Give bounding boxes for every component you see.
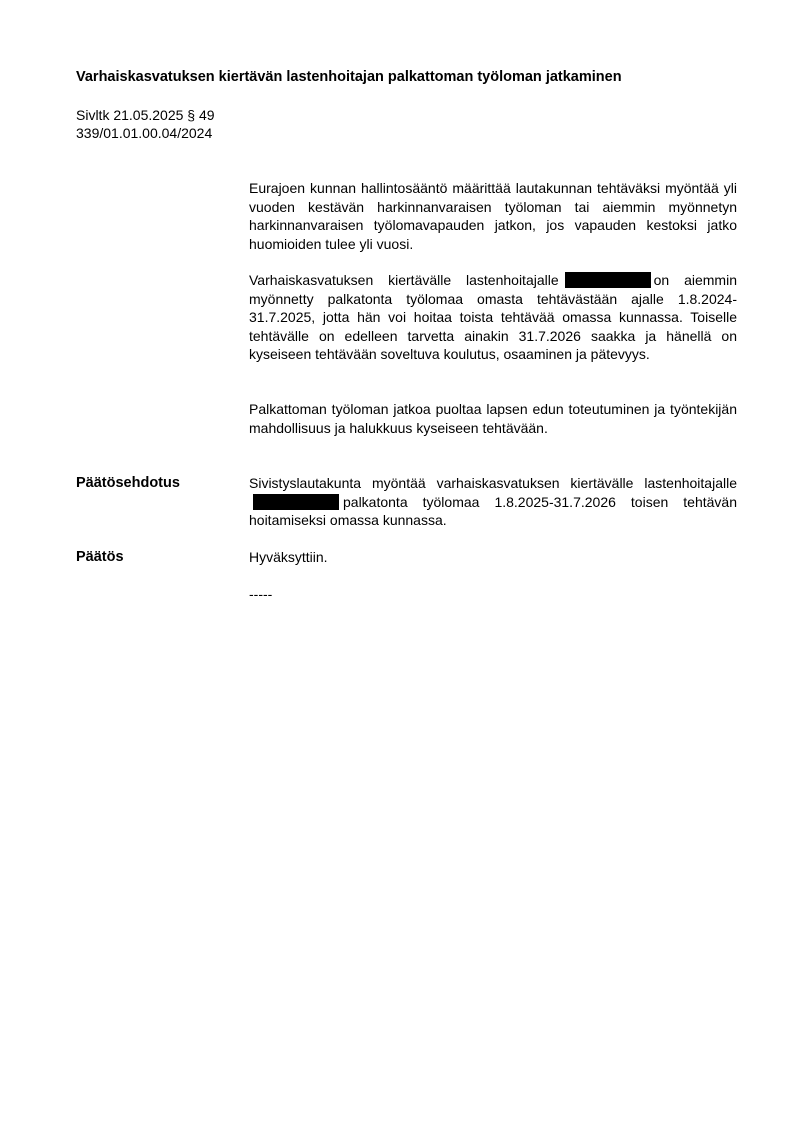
- proposal-text-start: Sivistyslautakunta myöntää varhaiskasvatuksen kiertävälle lastenhoitajalle: [249, 475, 737, 491]
- paragraph-2-start: Varhaiskasvatuksen kiertävälle lastenhoitajalle: [249, 272, 559, 288]
- preparation-paragraph-3: Palkattoman työloman jatkoa puoltaa lapsen edun toteutuminen ja työntekijän mahdollisuus ja halukkuus kyseiseen tehtävään.: [249, 401, 737, 436]
- meeting-reference: Sivltk 21.05.2025 § 49: [76, 107, 215, 123]
- redacted-name-block: [253, 494, 339, 510]
- decision-text: Hyväksyttiin.: [249, 549, 328, 565]
- preparation-paragraph-1: Eurajoen kunnan hallintosääntö määrittää lautakunnan tehtäväksi myöntää yli vuoden kestävän harkinnanvaraisen työloman tai aiemmin myönnetyn harkinnanvaraisen työlomavapauden jatkon, jos vapauden kestoksi jatko huomioiden tulee yli vuosi.: [249, 180, 737, 252]
- proposal-label: Päätösehdotus: [76, 475, 180, 491]
- redacted-name-block: [565, 272, 651, 288]
- proposal-text: [249, 474, 737, 530]
- decision-label: Päätös: [76, 549, 124, 565]
- document-title: Varhaiskasvatuksen kiertävän lastenhoitajan palkattoman työloman jatkaminen: [76, 69, 622, 85]
- section-separator: -----: [249, 586, 273, 602]
- preparation-paragraph-2: [249, 271, 737, 364]
- document-meta: [76, 106, 215, 142]
- proposal-text-end: palkatonta työlomaa 1.8.2025-31.7.2026 toisen tehtävän hoitamiseksi omassa kunnassa.: [249, 493, 737, 528]
- case-number: 339/01.01.00.04/2024: [76, 125, 213, 141]
- paragraph-2-end: on aiemmin myönnetty palkatonta työlomaa omasta tehtävästään ajalle 1.8.2024-31.7.2025, jotta hän voi hoitaa toista tehtävää omassa kunnassa. Toiselle tehtävälle on edelleen tarvetta ainakin 31.7.2026 saakka ja hänellä on kyseiseen tehtävään soveltuva koulutus, osaaminen ja pätevyys.: [249, 272, 737, 362]
